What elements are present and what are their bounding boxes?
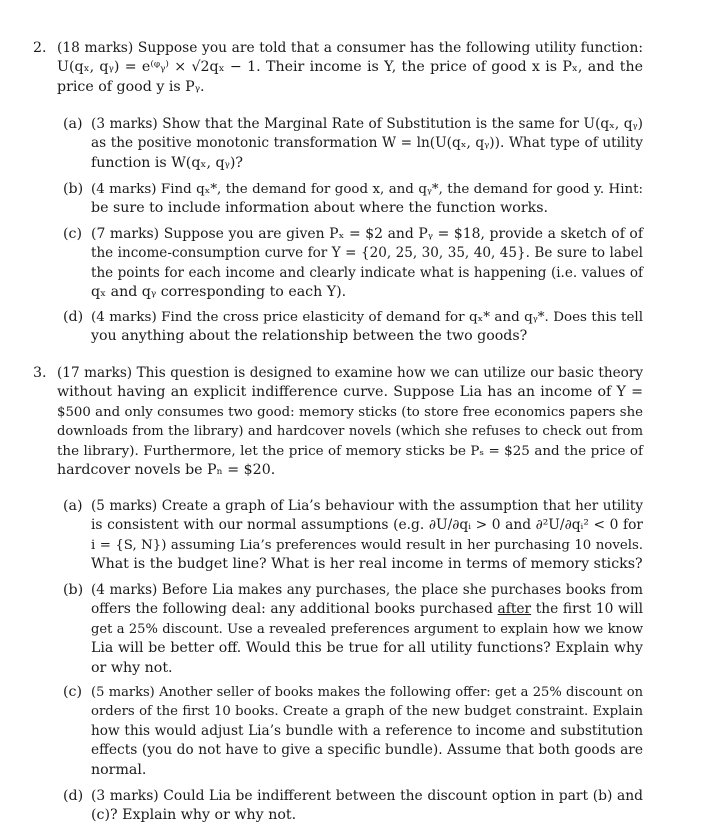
part-line: (7 marks) Suppose you are given Pₓ = $2 and Pᵧ = $18, provide a sketch of of <box>91 226 643 242</box>
part-line: is consistent with our normal assumptions (e.g. ∂U/∂qᵢ > 0 and ∂²U/∂qᵢ² < 0 for <box>91 517 643 534</box>
part-line: Lia will be better off. Would this be true for all utility functions? Explain why <box>91 640 643 657</box>
part-line: the income-consumption curve for Y = {20, 25, 30, 35, 40, 45}. Be sure to label <box>91 245 643 262</box>
stem-line: without having an explicit indifference curve. Suppose Lia has an income of Y = <box>57 384 643 401</box>
part-label: (d) <box>63 788 84 804</box>
part-label: (d) <box>63 309 84 325</box>
stem-line: U(qₓ, qᵧ) = e⁽ᵠᵧ⁾ × √2qₓ − 1. Their income is Y, the price of good x is Pₓ, and the <box>57 59 643 76</box>
part-text <box>91 115 643 173</box>
part-line <box>91 600 643 619</box>
part-text <box>91 308 643 347</box>
stem-line: (17 marks) This question is designed to examine how we can utilize our basic theory <box>57 365 643 381</box>
part-text <box>91 787 643 826</box>
part-line: effects (you do not have to give a specific bundle). Assume that both goods are <box>91 742 643 759</box>
part-line: how this would adjust Lia’s bundle with a reference to income and substitution <box>91 722 643 739</box>
question-number: 2. <box>33 40 47 56</box>
part-line: you anything about the relationship between the two goods? <box>91 328 528 345</box>
part-label: (c) <box>63 684 83 700</box>
part-label: (b) <box>63 582 84 598</box>
part-line: (4 marks) Find the cross price elasticity of demand for qₓ* and qᵧ*. Does this tell <box>91 310 643 325</box>
question-stem <box>57 364 643 480</box>
part-line: (5 marks) Another seller of books makes the following offer: get a 25% discount on <box>91 685 643 700</box>
part-text <box>91 683 643 780</box>
part-line: (3 marks) Could Lia be indifferent between the discount option in part (b) and <box>91 788 643 804</box>
part-line: (3 marks) Show that the Marginal Rate of Substitution is the same for U(qₓ, qᵧ) <box>91 116 643 132</box>
part-label: (a) <box>63 498 83 514</box>
part-line: (5 marks) Create a graph of Lia’s behaviour with the assumption that her utility <box>91 498 643 514</box>
part-line: (c)? Explain why or why not. <box>91 807 297 824</box>
stem-line: downloads from the library) and hardcover novels (which she refuses to check out from <box>57 424 643 440</box>
part-line: qₓ and qᵧ corresponding to each Y). <box>91 284 347 301</box>
part-line: or why not. <box>91 659 173 676</box>
part-line: as the positive monotonic transformation W = ln(U(qₓ, qᵧ)). What type of utility <box>91 135 643 152</box>
part-label: (c) <box>63 226 83 242</box>
stem-line: $500 and only consumes two good: memory sticks (to store free economics papers she <box>57 404 643 420</box>
question-number: 3. <box>33 365 47 381</box>
part-line: What is the budget line? What is her real income in terms of memory sticks? <box>91 556 643 573</box>
part-text <box>91 581 643 678</box>
question-stem <box>57 39 643 97</box>
line-segment: the first 10 will <box>531 601 643 618</box>
part-line: be sure to include information about where the function works. <box>91 200 549 217</box>
part-line: (4 marks) Before Lia makes any purchases, the place she purchases books from <box>91 582 643 598</box>
part-text <box>91 497 643 575</box>
part-line: normal. <box>91 761 147 778</box>
stem-line: price of good y is Pᵧ. <box>57 78 205 95</box>
line-segment: offers the following deal: any additional books purchased <box>91 601 498 618</box>
part-label: (a) <box>63 116 83 132</box>
part-line: i = {S, N}) assuming Lia’s preferences would result in her purchasing 10 novels. <box>91 537 643 553</box>
part-line: (4 marks) Find qₓ*, the demand for good x, and qᵧ*, the demand for good y. Hint: <box>91 182 643 197</box>
part-line: the points for each income and clearly indicate what is happening (i.e. values of <box>91 264 643 281</box>
stem-line: the library). Furthermore, let the price of memory sticks be Pₛ = $25 and the price of <box>57 443 643 459</box>
part-text <box>91 180 643 219</box>
part-line: function is W(qₓ, qᵧ)? <box>91 154 244 171</box>
stem-line: hardcover novels be Pₙ = $20. <box>57 462 276 479</box>
underlined-word: after <box>497 601 532 618</box>
part-line: get a 25% discount. Use a revealed preferences argument to explain how we know <box>91 621 643 637</box>
part-text <box>91 225 643 303</box>
part-line: orders of the first 10 books. Create a graph of the new budget constraint. Explain <box>91 704 643 720</box>
stem-line: (18 marks) Suppose you are told that a consumer has the following utility function: <box>57 40 643 56</box>
part-label: (b) <box>63 181 84 197</box>
